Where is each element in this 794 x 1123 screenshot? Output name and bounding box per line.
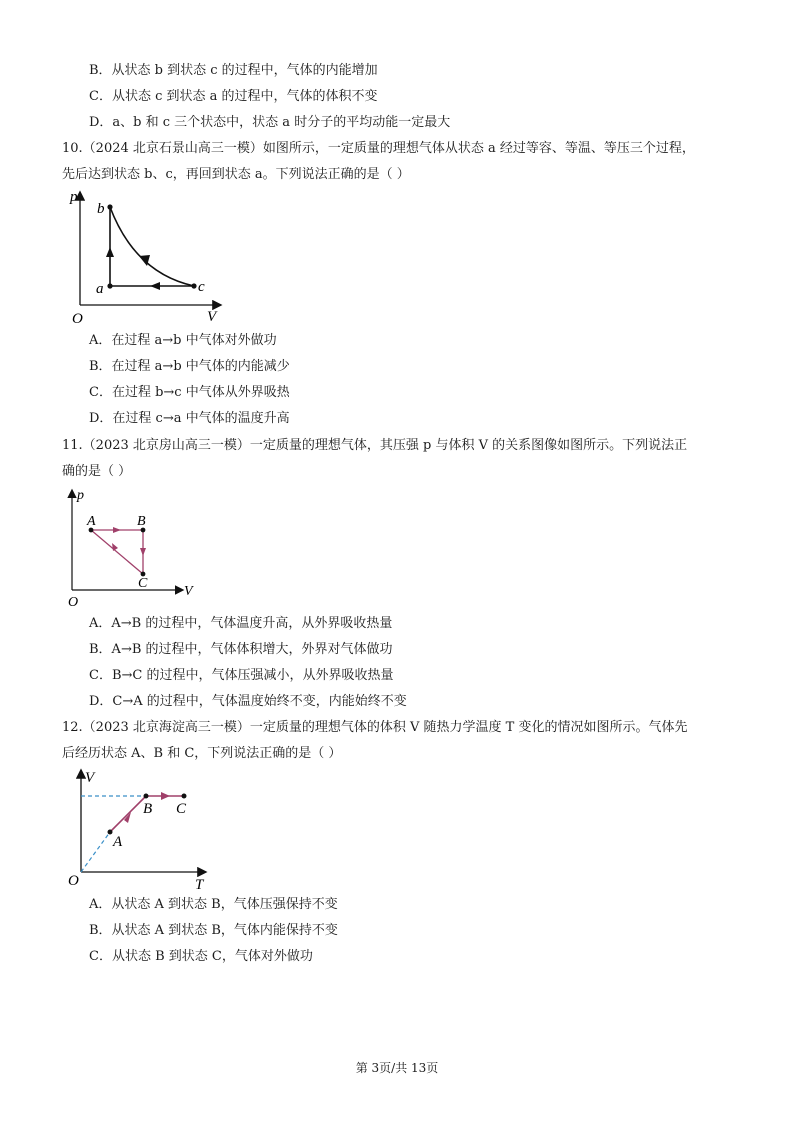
q12-option-b: B．从状态 A 到状态 B，气体内能保持不变 bbox=[89, 923, 338, 938]
q12-option-c: C．从状态 B 到状态 C，气体对外做功 bbox=[89, 949, 313, 964]
q10-label-c: c bbox=[198, 279, 205, 295]
q10-option-b: B．在过程 a→b 中气体的内能减少 bbox=[89, 359, 290, 374]
q11-label-b: B bbox=[137, 514, 146, 529]
q11-label-c: C bbox=[138, 576, 148, 591]
q10-stem-line-2: 先后达到状态 b、c，再回到状态 a。下列说法正确的是（ ） bbox=[62, 167, 410, 182]
q11-option-d: D．C→A 的过程中，气体温度始终不变，内能始终不变 bbox=[89, 694, 407, 709]
q10-axis-x-label: V bbox=[207, 309, 217, 325]
q11-option-a: A．A→B 的过程中，气体温度升高，从外界吸收热量 bbox=[89, 616, 393, 631]
q10-option-a: A．在过程 a→b 中气体对外做功 bbox=[89, 333, 277, 348]
q12-point-b bbox=[144, 794, 149, 799]
q10-option-d: D．在过程 c→a 中气体的温度升高 bbox=[89, 411, 290, 426]
q11-axis-x-label: V bbox=[184, 584, 193, 599]
q10-label-a: a bbox=[96, 281, 104, 297]
q10-point-b bbox=[107, 204, 112, 209]
q12-label-b: B bbox=[143, 801, 153, 817]
q12-stem-line-2: 后经历状态 A、B 和 C，下列说法正确的是（ ） bbox=[62, 746, 342, 761]
page-number: 第 3页/共 13页 bbox=[355, 1061, 439, 1075]
q12-arrow-bc bbox=[161, 792, 170, 800]
q11-arrow-ca bbox=[112, 543, 118, 551]
q10-label-b: b bbox=[97, 201, 105, 217]
q12-vt-graph bbox=[62, 765, 222, 893]
q11-stem-line-2: 确的是（ ） bbox=[62, 464, 132, 479]
q11-stem-line-1: 11.（2023 北京房山高三一模）一定质量的理想气体，其压强 p 与体积 V 的关系图像如图所示。下列说法正 bbox=[62, 438, 688, 453]
q12-axis-x-label: T bbox=[195, 877, 204, 893]
q10-arrow-ca bbox=[150, 282, 160, 290]
q12-path-ab bbox=[110, 796, 146, 832]
q12-point-a bbox=[108, 830, 113, 835]
q10-origin-label: O bbox=[72, 311, 83, 327]
q12-label-a: A bbox=[113, 834, 123, 850]
q11-arrow-bc bbox=[140, 548, 146, 556]
q11-origin-label: O bbox=[68, 595, 79, 610]
q12-dashed-guide-origin bbox=[81, 832, 110, 872]
q12-point-c bbox=[182, 794, 187, 799]
q10-stem-line-1: 10.（2024 北京石景山高三一模）如图所示，一定质量的理想气体从状态 a 经过等容、等温、等压三个过程， bbox=[62, 141, 695, 156]
q11-label-a: A bbox=[87, 514, 96, 529]
q10-axis-y-label: p bbox=[70, 189, 78, 205]
q10-arrow-ab bbox=[106, 247, 114, 257]
q10-point-a bbox=[107, 283, 112, 288]
q12-label-c: C bbox=[176, 801, 187, 817]
q11-axis-y-label: p bbox=[77, 488, 84, 503]
q11-option-c: C．B→C 的过程中，气体压强减小，从外界吸收热量 bbox=[89, 668, 394, 683]
q11-path-ca bbox=[91, 530, 143, 574]
q10-pv-graph bbox=[60, 185, 240, 330]
q10-path-bc bbox=[110, 207, 194, 286]
option-d: D．a、b 和 c 三个状态中，状态 a 时分子的平均动能一定最大 bbox=[89, 115, 451, 130]
q11-arrow-ab bbox=[113, 527, 121, 533]
q12-origin-label: O bbox=[68, 873, 79, 889]
option-b: B．从状态 b 到状态 c 的过程中，气体的内能增加 bbox=[89, 63, 378, 78]
option-c: C．从状态 c 到状态 a 的过程中，气体的体积不变 bbox=[89, 89, 378, 104]
q10-option-c: C．在过程 b→c 中气体从外界吸热 bbox=[89, 385, 290, 400]
q12-option-a: A．从状态 A 到状态 B，气体压强保持不变 bbox=[89, 897, 338, 912]
q12-stem-line-1: 12.（2023 北京海淀高三一模）一定质量的理想气体的体积 V 随热力学温度 T 变化的情况如图所示。气体先 bbox=[62, 720, 688, 735]
q10-point-c bbox=[191, 283, 196, 288]
q11-pv-graph bbox=[60, 485, 210, 610]
q12-axis-y-label: V bbox=[85, 770, 95, 786]
q11-option-b: B．A→B 的过程中，气体体积增大，外界对气体做功 bbox=[89, 642, 393, 657]
